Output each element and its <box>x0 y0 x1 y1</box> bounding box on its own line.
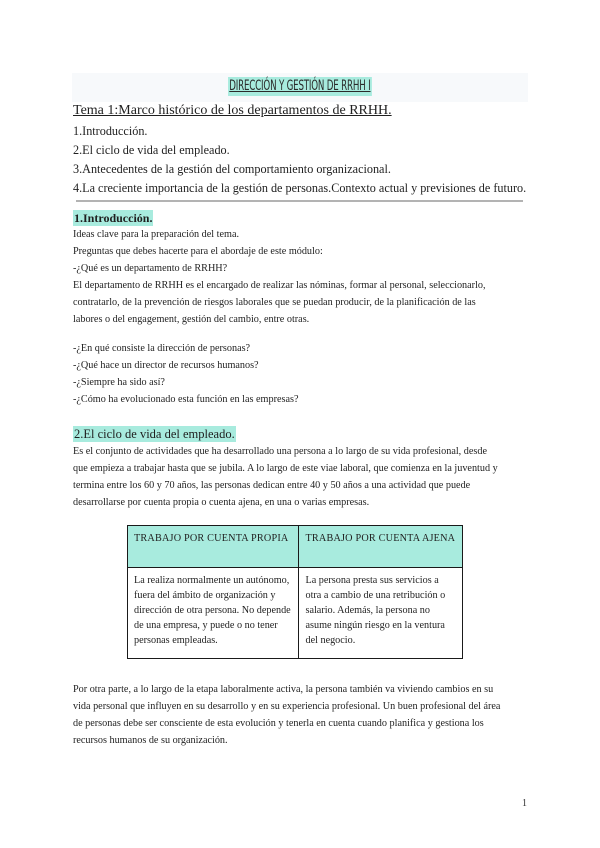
text-line: Es el conjunto de actividades que ha desarrollado una persona a lo largo de su vida profesional, desde <box>73 446 487 457</box>
question-item: -¿Cómo ha evolucionado esta función en las empresas? <box>73 394 299 405</box>
table-row <box>128 568 463 659</box>
comparison-table <box>127 525 463 659</box>
section-heading-ciclo-de-vida: 2.El ciclo de vida del empleado. <box>74 427 235 441</box>
question-item: -¿Siempre ha sido así? <box>73 377 165 388</box>
text-line: que empieza a trabajar hasta que se jubila. A lo largo de este viae laboral, que comienza en la juventud y <box>73 463 498 474</box>
table-cell-cuenta-ajena: La persona presta sus servicios a otra a cambio de una retribución o salario. Además, la persona no asume ningún riesgo en la ventura del negocio. <box>299 568 463 659</box>
text-line: El departamento de RRHH es el encargado de realizar las nóminas, formar al personal, seleccionarlo, <box>73 280 486 291</box>
introduccion-paragraph <box>73 226 528 328</box>
section-heading-introduccion: 1.Introducción. <box>74 211 153 225</box>
text-line: contratarlo, de la prevención de riesgos laborales que se puedan producir, de la planificación de las <box>73 297 476 308</box>
table-header-row <box>128 526 463 568</box>
ciclo-de-vida-paragraph <box>73 443 528 511</box>
question-item: -¿En qué consiste la dirección de personas? <box>73 343 251 354</box>
questions-list <box>73 340 528 408</box>
column-header-cuenta-ajena: TRABAJO POR CUENTA AJENA <box>299 526 463 568</box>
question-item: -¿Qué hace un director de recursos humanos? <box>73 360 259 371</box>
document-title: DIRECCIÓN Y GESTIÓN DE RRHH I <box>229 78 371 94</box>
table-of-contents <box>73 122 526 198</box>
text-line: labores o del engagement, gestión del cambio, entre otras. <box>73 314 310 325</box>
page-number: 1 <box>522 798 527 809</box>
toc-item: 2.El ciclo de vida del empleado. <box>73 143 230 157</box>
horizontal-divider <box>76 200 523 202</box>
toc-item: 1.Introducción. <box>73 124 148 138</box>
text-line: vida personal que influyen en su desarrollo y en su experiencia profesional. Un buen profesional del área <box>73 701 501 712</box>
title-band <box>72 73 528 102</box>
text-line: Preguntas que debes hacerte para el abordaje de este módulo: <box>73 246 323 257</box>
text-line: -¿Qué es un departamento de RRHH? <box>73 263 228 274</box>
toc-item: 3.Antecedentes de la gestión del comportamiento organizacional. <box>73 162 391 176</box>
text-line: recursos humanos de su organización. <box>73 735 228 746</box>
text-line: Ideas clave para la preparación del tema. <box>73 229 240 240</box>
toc-item: 4.La creciente importancia de la gestión de personas.Contexto actual y previsiones de futuro. <box>73 181 527 195</box>
column-header-cuenta-propia: TRABAJO POR CUENTA PROPIA <box>128 526 299 568</box>
closing-paragraph <box>73 681 528 749</box>
text-line: desarrollarse por cuenta propia o cuenta ajena, en una o varias empresas. <box>73 497 370 508</box>
text-line: de personas debe ser consciente de esta evolución y tenerla en cuenta cuando planifica y gestiona los <box>73 718 484 729</box>
text-line: Por otra parte, a lo largo de la etapa laboralmente activa, la persona también va viviendo cambios en su <box>73 684 494 695</box>
text-line: termina entre los 60 y 70 años, las personas dedican entre 40 y 50 años a una actividad que puede <box>73 480 471 491</box>
topic-title: Tema 1:Marco histórico de los departamentos de RRHH. <box>73 103 392 118</box>
table-cell-cuenta-propia: La realiza normalmente un autónomo, fuera del ámbito de organización y dirección de otra persona. No depende de una empresa, y puede o no tener personas empleadas. <box>128 568 299 659</box>
